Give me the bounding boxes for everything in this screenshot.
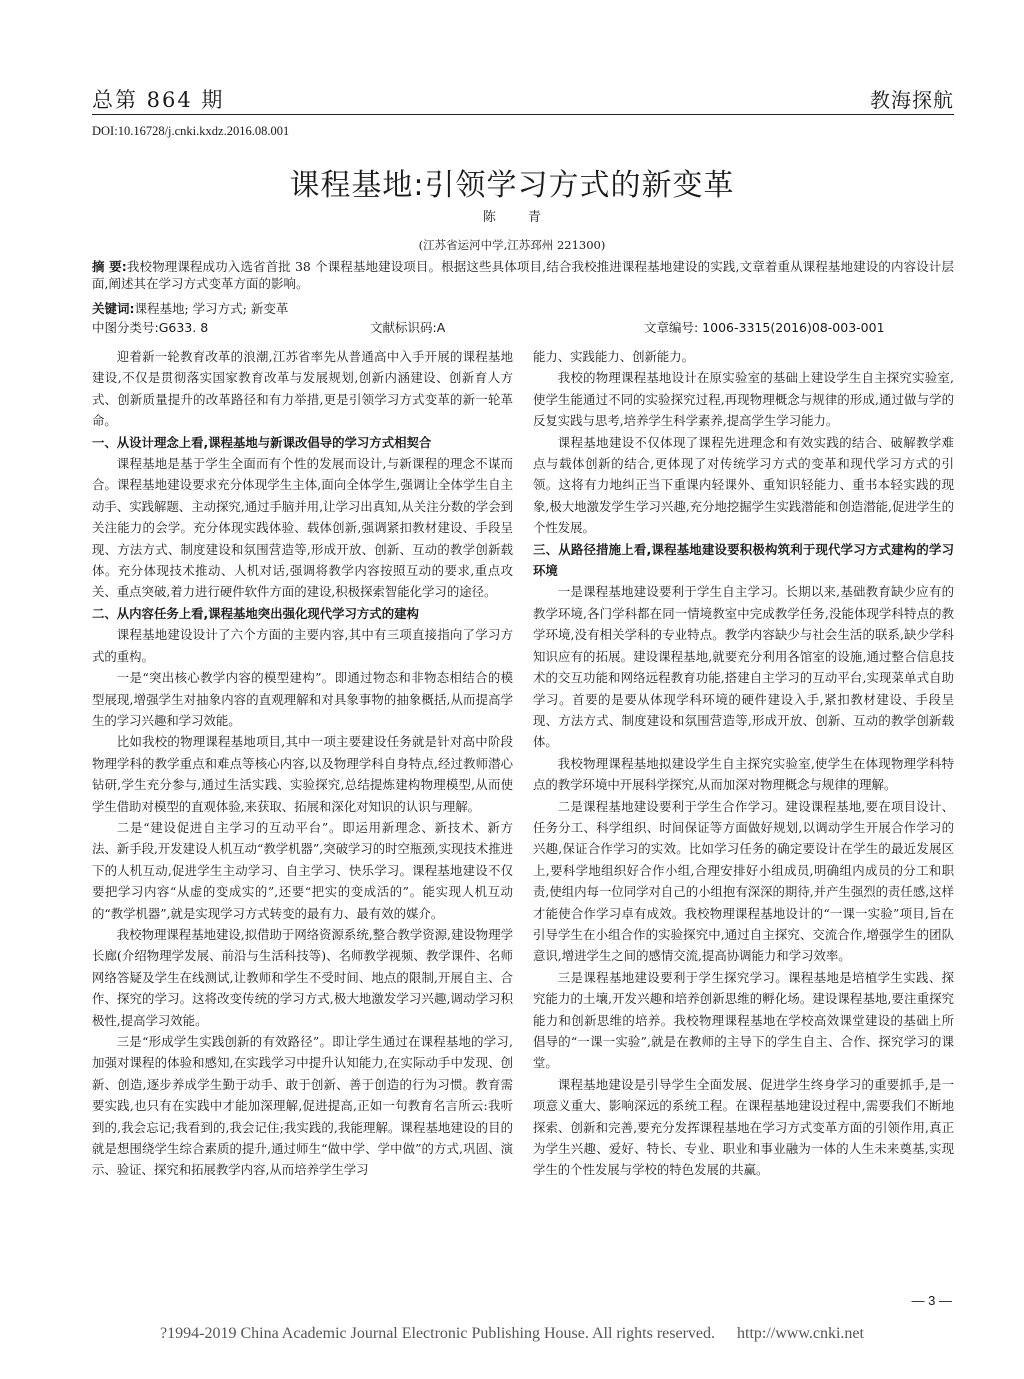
body-paragraph: 一是“突出核心教学内容的模型建构”。即通过物态和非物态相结合的模型展现,增强学生对抽象内容的直观理解和对具象事物的抽象概括,从而提高学生的学习兴趣和学习效能。 (92, 670, 513, 728)
article-number: 文章编号: 1006-3315(2016)08-003-001 (644, 320, 885, 335)
body-paragraph: 一是课程基地建设要利于学生自主学习。长期以来,基础教育缺少应有的教学环境,各门学科都在同一情境教室中完成教学任务,没能体现学科特点的教学环境,没有相关学科的专业特点。教学内容缺少与社会生活的联系,缺少学科知识应有的拓展。建设课程基地,就要充分利用各馆室的设施,通过整合信息技术的交互功能和网络远程教育功能,搭建自主学习的互动平台,实现菜单式自助学习。首要的是要从体现学科环境的硬件建设入手,紧扣教材建设、手段呈现、方法方式、制度建设和氛围营造等,形成开放、创新、互动的教学创新载体。 (533, 584, 954, 750)
body-paragraph: 迎着新一轮教育改革的浪潮,江苏省率先从普通高中入手开展的课程基地建设,不仅是贯彻落实国家教育改革与发展规划,创新内涵建设、创新育人方式、创新质量提升的改革路径和有力举措,更是引领学习方式变革的新一轮革命。 (92, 349, 513, 429)
body-paragraph: 比如我校的物理课程基地项目,其中一项主要建设任务就是针对高中阶段物理学科的教学重点和难点等核心内容,以及物理学科自身特点,经过教师潜心钻研,学生充分参与,通过生活实践、实验探究,总结提炼建构物理模型,从而使学生借助对模型的直观体验,来获取、拓展和深化对知识的认识与理解。 (92, 734, 513, 814)
footer-copyright (0, 1325, 1024, 1343)
journal-issue: 总第 864 期 (92, 88, 225, 112)
body-paragraph: 课程基地是基于学生全面而有个性的发展而设计,与新课程的理念不谋而合。课程基地建设要求充分体现学生主体,面向全体学生,强调让全体学生自主动手、实践解题、主动探究,通过手脑并用,让学习出真知,从关注分数的学会到关注能力的会学。充分体现实践体验、载体创新,强调紧扣教材建设、手段呈现、方法方式、制度建设和氛围营造等,形成开放、创新、互动的教学创新载体。充分体现技术推动、人机对话,强调将教学内容按照互动的要求,重点攻关、重点突破,着力进行硬件软件方面的建设,积极探索智能化学习的途径。 (92, 456, 513, 600)
body-paragraph: 课程基地建设不仅体现了课程先进理念和有效实践的结合、破解教学难点与载体创新的结合,更体现了对传统学习方式的变革和现代学习方式的引领。这将有力地纠正当下重课内轻课外、重知识轻能力、重书本轻实践的现象,极大地激发学生学习兴趣,充分地挖掘学生实践潜能和创造潜能,促进学生的个性发展。 (533, 434, 954, 536)
journal-section: 教海探航 (870, 88, 954, 112)
clc-number: 中图分类号:G633. 8 (92, 320, 209, 335)
body-paragraph: 二是“建设促进自主学习的互动平台”。即运用新理念、新技术、新方法、新手段,开发建设人机互动“教学机器”,突破学习的时空瓶颈,实现技术推进下的人机互动,促进学生主动学习、自主学习、快乐学习。课程基地建设不仅要把学习内容“从虚的变成实的”,还要“把实的变成活的”。能实现人机互动的“教学机器”,就是实现学习方式转变的最有力、最有效的媒介。 (92, 819, 513, 921)
document-code: 文献标识码:A (370, 320, 446, 335)
body-paragraph: 课程基地建设是引导学生全面发展、促进学生终身学习的重要抓手,是一项意义重大、影响深远的系统工程。在课程基地建设过程中,需要我们不断地探索、创新和完善,要充分发挥课程基地在学习方式变革方面的引领作用,真正为学生兴趣、爱好、特长、专业、职业和事业融为一体的人生未来奠基,实现学生的个性发展与学校的特色发展的共赢。 (533, 1076, 954, 1178)
affiliation: (江苏省运河中学,江苏邳州 221300) (418, 238, 606, 252)
body-paragraph: 能力、实践能力、创新能力。 (533, 349, 695, 364)
keywords (92, 299, 288, 317)
article-title: 课程基地:引领学习方式的新变革 (289, 168, 735, 203)
page-number: — 3 — (911, 1293, 952, 1308)
header-divider (92, 114, 954, 115)
abstract (92, 259, 954, 292)
body-left-column (92, 346, 513, 1181)
body-right-column (533, 346, 954, 1181)
body-paragraph: 我校物理课程基地拟建设学生自主探究实验室,使学生在体现物理学科特点的教学环境中开展科学探究,从而加深对物理概念与规律的理解。 (533, 755, 954, 793)
body-paragraph: 三是“形成学生实践创新的有效路径”。即让学生通过在课程基地的学习,加强对课程的体验和感知,在实践学习中提升认知能力,在实际动手中发现、创新、创造,逐步养成学生勤于动手、敢于创新、善于创造的行为习惯。教育需要实践,也只有在实践中才能加深理解,促进提高,正如一句教育名言所云:我听到的,我会忘记;我看到的,我会记住;我实践的,我能理解。课程基地建设的目的就是想围绕学生综合素质的提升,通过师生“做中学、学中做”的方式,巩固、演示、验证、探究和拓展教学内容,从而培养学生学习 (92, 1034, 513, 1178)
keywords-label: 关键词: (92, 301, 135, 316)
body-paragraph: 课程基地建设设计了六个方面的主要内容,其中有三项直接指向了学习方式的重构。 (92, 627, 513, 664)
keywords-text: 课程基地; 学习方式; 新变革 (134, 301, 289, 316)
abstract-text: 我校物理课程成功入选省首批 38 个课程基地建设项目。根据这些具体项目,结合我校推进课程基地建设的实践,文章着重从课程基地建设的内容设计层面,阐述其在学习方式变革方面的影响。 (92, 259, 954, 291)
copyright-text: ?1994-2019 China Academic Journal Electronic Publishing House. All rights reserved. (160, 1325, 716, 1342)
section-heading: 二、从内容任务上看,课程基地突出强化现代学习方式的建构 (92, 605, 419, 621)
body-paragraph: 我校物理课程基地建设,拟借助于网络资源系统,整合教学资源,建设物理学长廊(介绍物理学发展、前沿与生活科技等)、名师教学视频、教学课件、名师网络答疑及学生在线测试,让教师和学生不受时间、地点的限制,开展自主、合作、探究的学习。这将改变传统的学习方式,极大地激发学习兴趣,调动学习积极性,提高学习效能。 (92, 926, 513, 1028)
body-paragraph: 三是课程基地建设要利于学生探究学习。课程基地是培植学生实践、探究能力的土壤,开发兴趣和培养创新思维的孵化场。建设课程基地,要注重探究能力和创新思维的培养。我校物理课程基地在学校高效课堂建设的基础上所倡导的“一课一实验”,就是在教师的主导下的学生自主、合作、探究学习的课堂。 (533, 969, 954, 1071)
section-heading: 一、从设计理念上看,课程基地与新课改倡导的学习方式相契合 (92, 434, 432, 450)
section-heading: 三、从路径措施上看,课程基地建设要积极构筑利于现代学习方式建构的学习环境 (533, 541, 954, 579)
author: 陈 青 (482, 210, 556, 225)
abstract-label: 摘 要: (92, 259, 127, 274)
body-paragraph: 我校的物理课程基地设计在原实验室的基础上建设学生自主探究实验室,使学生能通过不同的实验探究过程,再现物理概念与规律的形成,通过做与学的反复实践与思考,培养学生科学素养,提高学生学习能力。 (533, 370, 954, 429)
cnki-url[interactable]: http://www.cnki.net (737, 1325, 864, 1342)
doi: DOI:10.16728/j.cnki.kxdz.2016.08.001 (92, 124, 290, 138)
body-paragraph: 二是课程基地建设要利于学生合作学习。建设课程基地,要在项目设计、任务分工、科学组织、时间保证等方面做好规划,以调动学生开展合作学习的兴趣,保证合作学习的实效。比如学习任务的确定要设计在学生的最近发展区上,要科学地组织好合作小组,合理安排好小组成员,明确组内成员的分工和职责,使组内每一位同学对自己的小组抱有深深的期待,并产生强烈的责任感,这样才能使合作学习卓有成效。我校物理课程基地设计的“一课一实验”项目,旨在引导学生在小组合作的实验探究中,通过自主探究、交流合作,增强学生的团队意识,增进学生之间的感情交流,提高协调能力和学习效率。 (533, 798, 954, 964)
